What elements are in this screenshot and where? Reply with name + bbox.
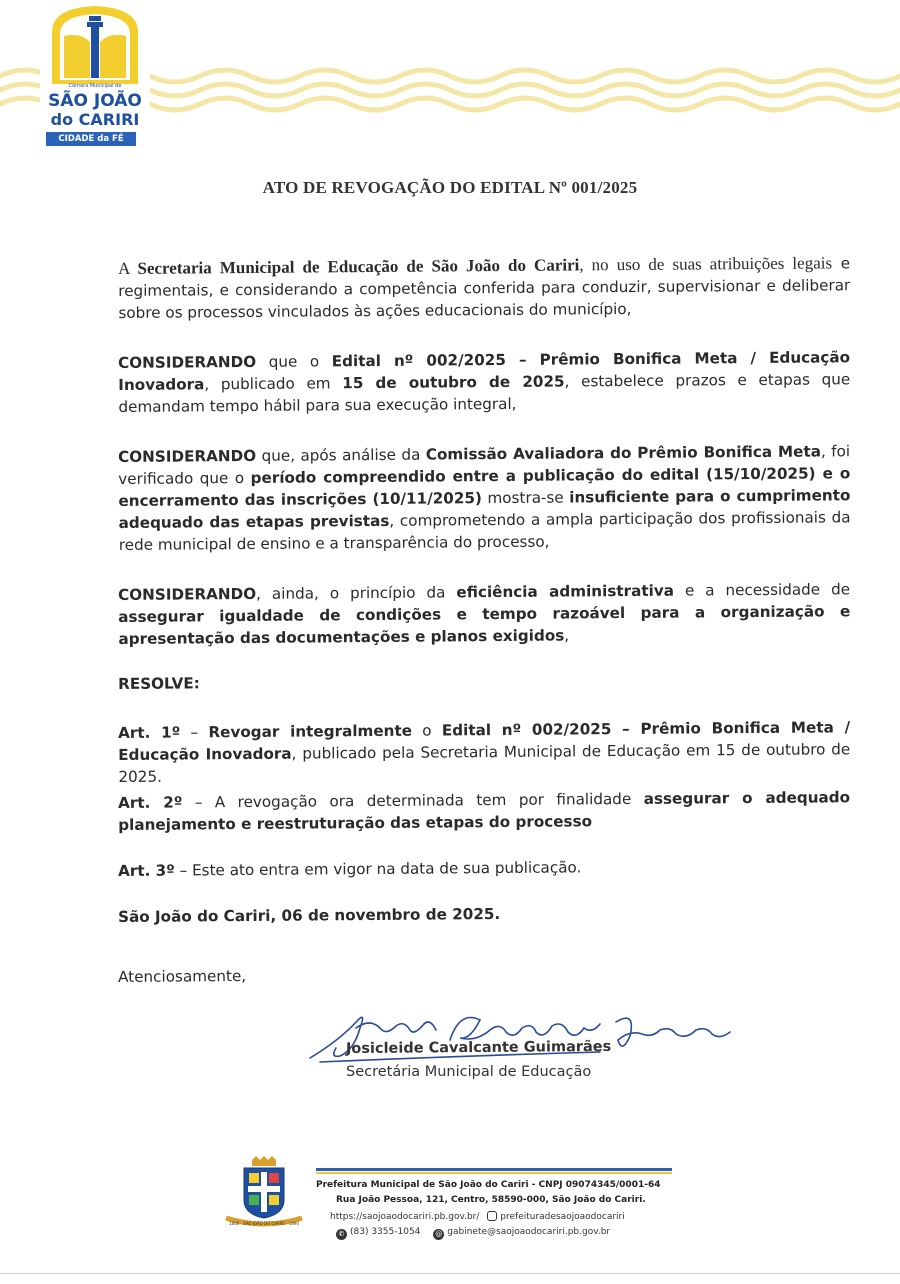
footer-email[interactable]: gabinete@saojoaodocariri.pb.gov.br — [447, 1227, 611, 1237]
consid3-t3: , — [564, 626, 570, 645]
considerando-1-paragraph — [118, 346, 850, 418]
consid3-assegurar: assegurar igualdade de condições e tempo razoável para a organização e apresentação das documentações e planos exigidos — [118, 602, 851, 648]
intro-rest1: , no uso de suas atribuições legais — [579, 253, 833, 275]
art3-label: Art. 3º — [118, 861, 175, 880]
art1-label: Art. 1º — [118, 723, 181, 742]
consid2-insuficiente: insuficiente para o cumprimento adequado das etapas previstas — [118, 486, 851, 532]
phone-icon: ✆ — [336, 1229, 347, 1240]
crest-years: 1800 · SÃO JOÃO DO CARIRI · 1890 — [229, 1221, 299, 1226]
consid3-eficiencia: eficiência administrativa — [456, 581, 675, 602]
email-icon: @ — [435, 1230, 443, 1238]
consid2-t2: , foi verificado que o — [118, 442, 851, 488]
footer-line2-text: Rua João Pessoa, 121, Centro, 58590-000, São João do Cariri. — [336, 1195, 646, 1205]
date-line — [118, 900, 850, 928]
consid2-t1: que, após análise da — [256, 445, 426, 465]
article-3 — [118, 854, 850, 882]
art1-t1: o — [411, 721, 442, 740]
art1-revogar: Revogar integralmente — [208, 721, 413, 742]
intro-a: A — [118, 258, 138, 278]
date-text: São João do Cariri, 06 de novembro de 2025. — [118, 904, 501, 926]
document-title: ATO DE REVOGAÇÃO DO EDITAL Nº 001/2025 — [262, 178, 638, 197]
consid3-t2: e a necessidade de — [673, 580, 851, 600]
footer-line1-text: Prefeitura Municipal de São João do Cariri - CNPJ 09074345/0001-64 — [316, 1180, 661, 1190]
footer-cnpj — [316, 1180, 660, 1190]
footer-divider-yellow — [316, 1172, 672, 1174]
footer-address — [336, 1195, 646, 1205]
logo-tagline: CIDADE da FÉ — [46, 132, 136, 146]
consid2-t4: , comprometendo a ampla participação dos profissionais da rede municipal de ensino e a transparência do processo, — [118, 508, 851, 554]
consid1-date: 15 de outubro de 2025 — [342, 372, 565, 393]
article-2 — [118, 786, 850, 836]
intro-org: Secretaria Municipal de Educação de São João do Cariri — [137, 255, 580, 278]
consid2-comissao: Comissão Avaliadora do Prêmio Bonifica Meta — [425, 442, 821, 464]
footer-contact-row — [336, 1227, 610, 1240]
art1-dash: – — [180, 723, 209, 742]
page-bottom-edge — [0, 1273, 900, 1274]
footer-site[interactable]: https://saojoaodocariri.pb.gov.br/ — [330, 1212, 480, 1222]
logo-city-line2: do CARIRI — [50, 110, 140, 129]
municipal-crest-icon — [222, 1156, 306, 1230]
considerando-2-paragraph — [118, 440, 851, 556]
consid2-t3: mostra-se — [481, 488, 570, 508]
considerando-3-paragraph — [118, 578, 850, 650]
logo-small-text: Câmara Municipal de — [68, 83, 122, 89]
consid1-t3: , estabelece prazos e etapas que demandam tempo hábil para sua execução integral, — [118, 370, 851, 416]
consid1-edital: Edital nº 002/2025 – Prêmio Bonifica Meta / Educação Inovadora — [118, 348, 851, 394]
art1-t2: , publicado pela Secretaria Municipal de Educação em 15 de outubro de 2025. — [118, 740, 851, 786]
instagram-icon — [487, 1211, 497, 1221]
art2-label: Art. 2º — [118, 793, 183, 812]
article-1 — [118, 716, 850, 788]
consid1-t2: , publicado em — [204, 374, 343, 394]
consid1-t1: que o — [256, 352, 332, 371]
closing-line — [118, 960, 850, 988]
signatory-role: Secretária Municipal de Educação — [346, 1064, 592, 1080]
intro-paragraph — [118, 252, 850, 324]
art3-t1: – Este ato entra em vigor na data de sua publicação. — [174, 858, 582, 880]
art2-finalidade: assegurar o adequado planejamento e reestruturação das etapas do processo — [118, 788, 851, 834]
art1-edital: Edital nº 002/2025 – Prêmio Bonifica Meta / Educação Inovadora — [118, 718, 851, 764]
closing-text: Atenciosamente, — [118, 966, 247, 986]
footer-divider-blue — [316, 1168, 672, 1171]
consid1-keyword: CONSIDERANDO — [118, 352, 257, 372]
art2-t1: – A revogação ora determinada tem por finalidade — [182, 789, 644, 812]
consid3-keyword: CONSIDERANDO — [118, 584, 257, 604]
consid2-keyword: CONSIDERANDO — [118, 446, 257, 466]
resolve-text: RESOLVE: — [118, 674, 200, 693]
footer-phone[interactable]: (83) 3355-1054 — [350, 1227, 421, 1237]
consid2-periodo: período compreendido entre a publicação do edital (15/10/2025) e o encerramento das inscrições (10/11/2025) — [118, 464, 851, 510]
signatory-name: Josicleide Cavalcante Guimarães — [345, 1038, 612, 1058]
logo-city-line1: SÃO JOÃO — [48, 91, 142, 111]
footer-instagram[interactable]: prefeituradesaojoaodocariri — [500, 1212, 625, 1222]
intro-rest2: e regimentais, e considerando a competência conferida para conduzir, supervisionar e deliberar sobre os processos vinculados às ações educacionais do município, — [118, 254, 851, 322]
resolve-heading — [118, 667, 850, 695]
footer-site-row — [330, 1211, 625, 1222]
consid3-t1: , ainda, o princípio da — [256, 583, 457, 603]
